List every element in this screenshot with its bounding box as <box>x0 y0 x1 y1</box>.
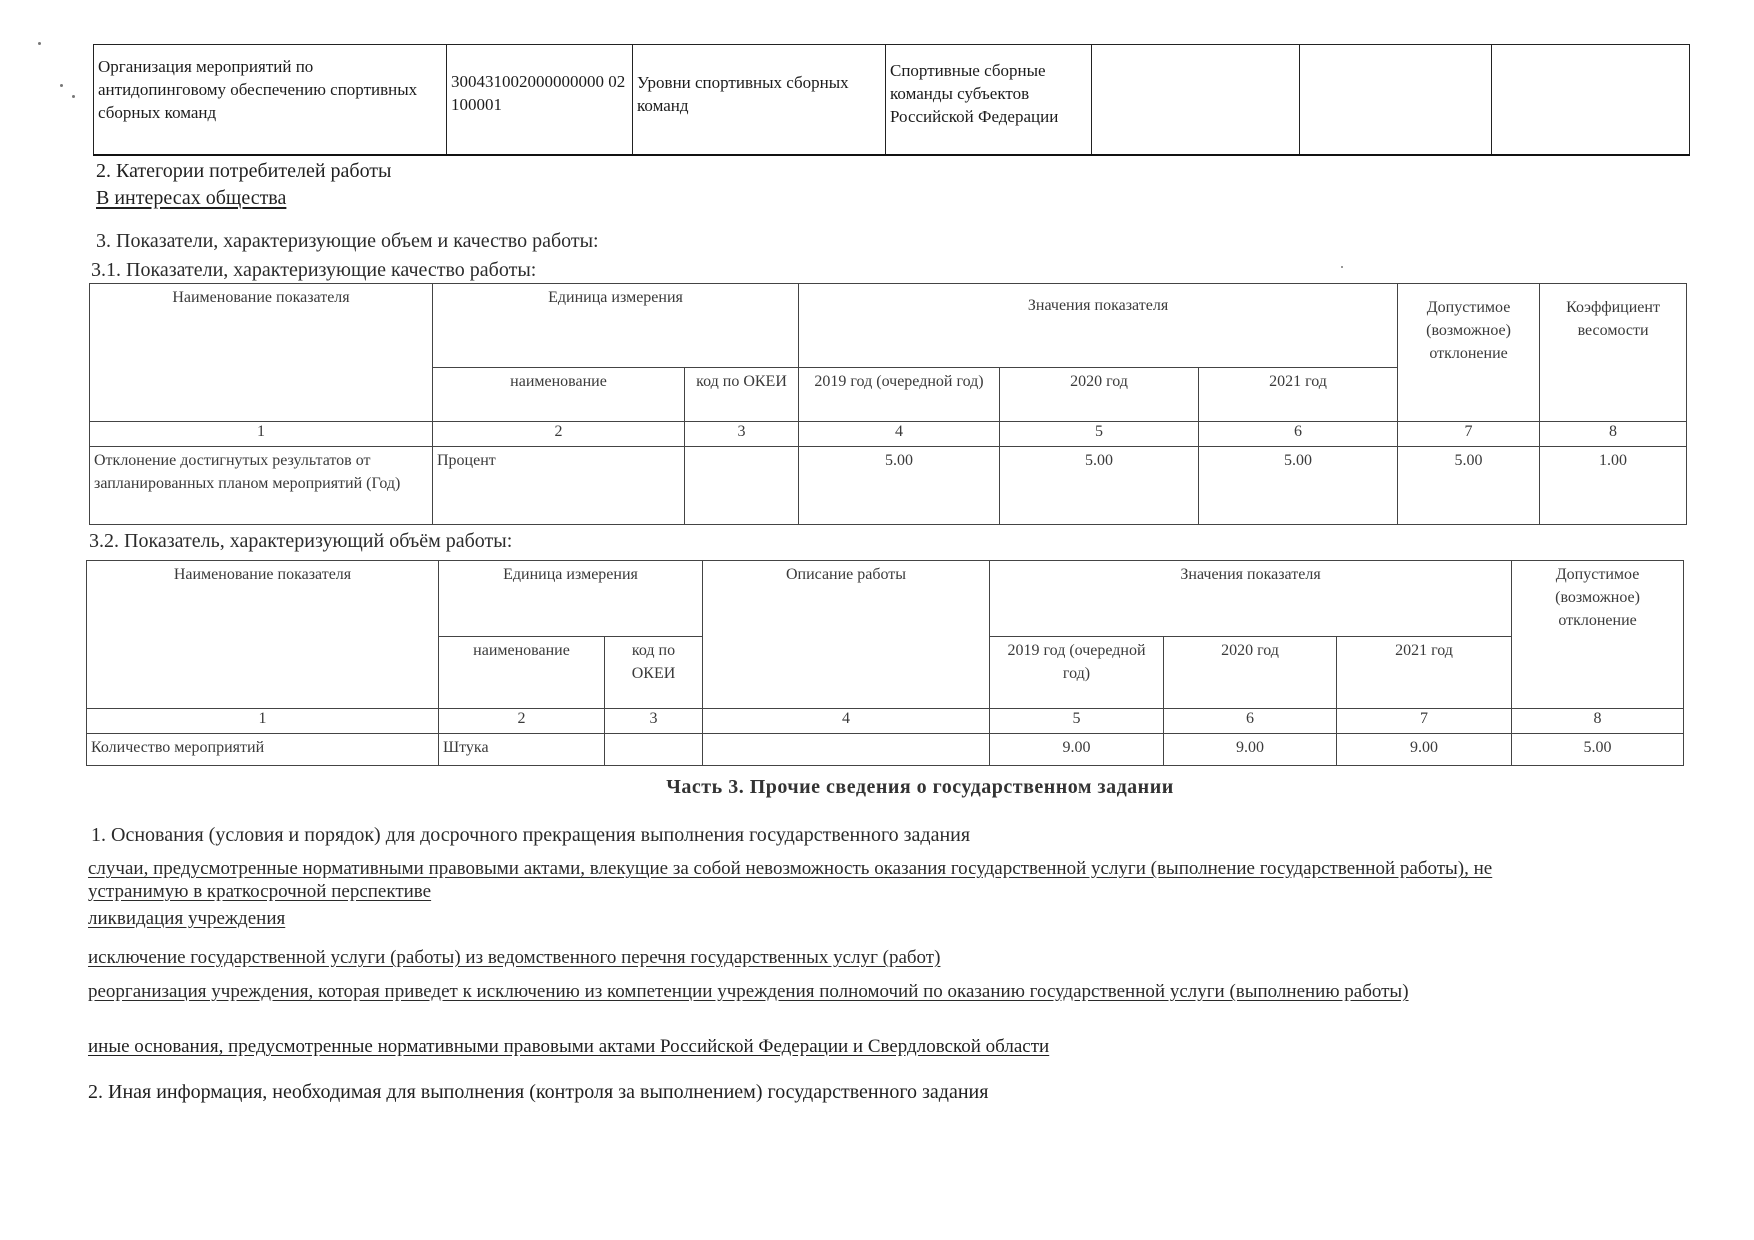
header-unit-name: наименование <box>439 637 605 709</box>
termination-reason-4: реорганизация учреждения, которая приведет к исключению из компетенции учреждения полномочий по оказанию государственной услуги (выполнению работы) <box>88 981 1409 1002</box>
deviation-value: 5.00 <box>1512 734 1684 766</box>
header-deviation: Допустимое (возможное) отклонение <box>1398 284 1540 422</box>
header-work-description: Описание работы <box>703 561 990 709</box>
value-2020: 9.00 <box>1164 734 1337 766</box>
okei-code <box>605 734 703 766</box>
empty-cell <box>1092 45 1300 156</box>
work-content-cell: Уровни спортивных сборных команд <box>633 45 886 156</box>
quality-indicators-table <box>89 283 1687 525</box>
header-values: Значения показателя <box>799 284 1398 368</box>
header-unit: Единица измерения <box>433 284 799 368</box>
empty-cell <box>1300 45 1492 156</box>
header-okei-code: код по ОКЕИ <box>605 637 703 709</box>
value-2019: 5.00 <box>799 446 1000 524</box>
unit-name: Процент <box>433 446 685 524</box>
empty-cell <box>1492 45 1690 156</box>
value-2021: 5.00 <box>1199 446 1398 524</box>
scan-speck <box>60 84 63 87</box>
column-number: 2 <box>439 708 605 733</box>
termination-reason-2: ликвидация учреждения <box>88 908 286 929</box>
termination-reason-1: случаи, предусмотренные нормативными правовыми актами, влекущие за собой невозможность оказания государственной услуги (выполнение государственной работы), не устранимую в краткосрочной перспективе <box>88 858 1493 902</box>
header-indicator-name: Наименование показателя <box>90 284 433 422</box>
column-number: 3 <box>685 421 799 446</box>
termination-reason-3: исключение государственной услуги (работы) из ведомственного перечня государственных услуг (работ) <box>88 947 941 968</box>
part3-p1-heading: 1. Основания (условия и порядок) для досрочного прекращения выполнения государственного задания <box>91 824 971 846</box>
column-number: 7 <box>1398 421 1540 446</box>
header-values: Значения показателя <box>990 561 1512 637</box>
header-year-2021: 2021 год <box>1337 637 1512 709</box>
header-year-2019: 2019 год (очередной год) <box>799 368 1000 422</box>
header-weight-coefficient: Коэффициент весомости <box>1540 284 1687 422</box>
work-table-continuation <box>93 44 1690 156</box>
column-number: 4 <box>703 708 990 733</box>
header-year-2021: 2021 год <box>1199 368 1398 422</box>
column-number: 7 <box>1337 708 1512 733</box>
scan-speck <box>1341 266 1343 268</box>
header-unit-name: наименование <box>433 368 685 422</box>
section2-heading: 2. Категории потребителей работы <box>96 160 392 182</box>
header-year-2020: 2020 год <box>1000 368 1199 422</box>
okei-code <box>685 446 799 524</box>
indicator-name: Отклонение достигнутых результатов от запланированных планом мероприятий (Год) <box>90 446 433 524</box>
work-description <box>703 734 990 766</box>
header-indicator-name: Наименование показателя <box>87 561 439 709</box>
work-name-cell: Организация мероприятий по антидопинговому обеспечению спортивных сборных команд <box>94 45 447 156</box>
column-number: 1 <box>87 708 439 733</box>
scan-speck <box>72 95 75 98</box>
column-number: 8 <box>1512 708 1684 733</box>
weight-coefficient-value: 1.00 <box>1540 446 1687 524</box>
column-number: 5 <box>1000 421 1199 446</box>
header-year-2019: 2019 год (очередной год) <box>990 637 1164 709</box>
section32-heading: 3.2. Показатель, характеризующий объём работы: <box>89 530 513 552</box>
volume-indicators-table <box>86 560 1684 766</box>
part3-p2-heading: 2. Иная информация, необходимая для выполнения (контроля за выполнением) государственного задания <box>88 1081 989 1103</box>
header-unit: Единица измерения <box>439 561 703 637</box>
column-number: 5 <box>990 708 1164 733</box>
termination-reason-5: иные основания, предусмотренные нормативными правовыми актами Российской Федерации и Свердловской области <box>88 1036 1050 1057</box>
column-number: 2 <box>433 421 685 446</box>
part3-title: Часть 3. Прочие сведения о государственном задании <box>666 776 1174 798</box>
unit-name: Штука <box>439 734 605 766</box>
column-number: 3 <box>605 708 703 733</box>
column-number: 6 <box>1164 708 1337 733</box>
registry-code-cell: 300431002000000000 02100001 <box>447 45 633 156</box>
column-number: 4 <box>799 421 1000 446</box>
column-number: 1 <box>90 421 433 446</box>
column-number: 6 <box>1199 421 1398 446</box>
value-2020: 5.00 <box>1000 446 1199 524</box>
work-condition-cell: Спортивные сборные команды субъектов Российской Федерации <box>886 45 1092 156</box>
column-number: 8 <box>1540 421 1687 446</box>
deviation-value: 5.00 <box>1398 446 1540 524</box>
scan-speck <box>38 42 41 45</box>
indicator-name: Количество мероприятий <box>87 734 439 766</box>
header-deviation: Допустимое (возможное) отклонение <box>1512 561 1684 709</box>
section31-heading: 3.1. Показатели, характеризующие качество работы: <box>91 259 537 281</box>
consumer-category: В интересах общества <box>96 187 287 209</box>
section3-heading: 3. Показатели, характеризующие объем и качество работы: <box>96 230 599 252</box>
header-okei-code: код по ОКЕИ <box>685 368 799 422</box>
value-2021: 9.00 <box>1337 734 1512 766</box>
header-year-2020: 2020 год <box>1164 637 1337 709</box>
value-2019: 9.00 <box>990 734 1164 766</box>
